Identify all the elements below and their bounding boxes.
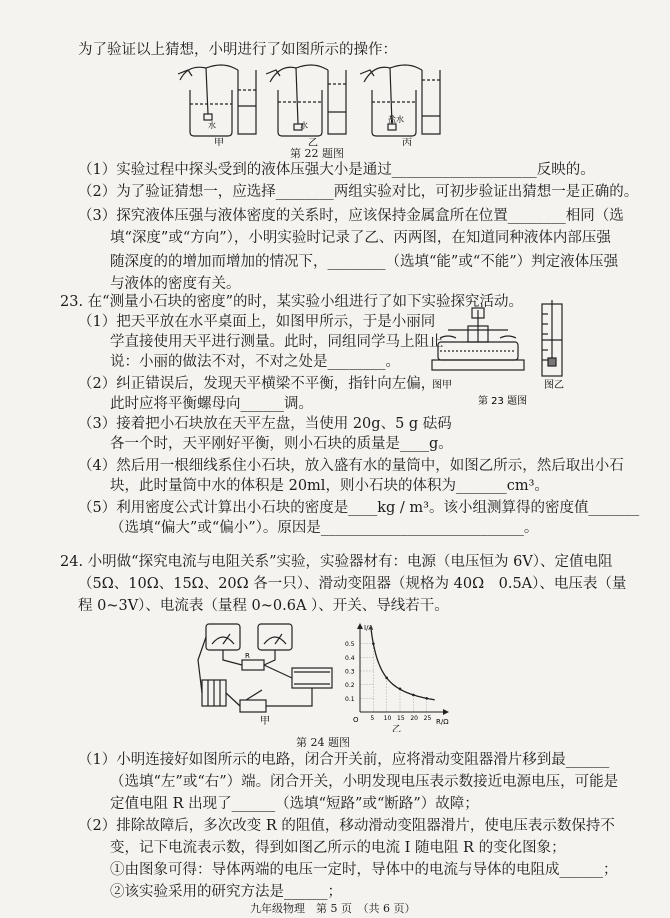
q23-line-11: （选填“偏大”或“偏小”）。原因是____________________________。	[110, 520, 539, 536]
graph-data-point	[412, 694, 415, 697]
fig22-label-yi: 乙	[308, 138, 318, 146]
graph-x-axis-label: R/Ω	[436, 718, 449, 726]
q23-line-8: （4）然后用一根细线系住小石块，放入盛有水的量筒中，如图乙所示，然后取出小石	[78, 458, 624, 474]
fig23-label-b: 图乙	[544, 380, 564, 391]
q22-line-1: （1）实验过程中探头受到的液体压强大小是通过____________________反映的。	[78, 162, 595, 178]
fig23-caption: 第 23 题图	[478, 396, 528, 407]
q22-line-6: 与液体的密度有关。	[110, 276, 241, 292]
graph-data-point	[399, 687, 402, 690]
q22-line-3: （3）探究液体压强与液体密度的关系时，应该保持金属盒所在位置________相同（选	[78, 208, 624, 224]
fig22-label-bing: 丙	[402, 138, 412, 146]
graph-y-axis-label: I/A	[364, 624, 374, 632]
q24-line-8: 变，记下电流表示数，得到如图乙所示的电流 I 随电阻 R 的变化图象；	[110, 840, 566, 856]
q24-line-1: 24. 小明做“探究电流与电阻关系”实验，实验器材有：电源（电压恒为 6V）、定值电阻	[60, 554, 613, 570]
fig24-label-a: 甲	[260, 716, 270, 727]
q23-line-3: 说：小丽的做法不对，不对之处是________。	[110, 354, 400, 370]
graph-y-tick-label: 0.5	[345, 641, 355, 649]
q22-line-5: 随深度的的增加而增加的情况下，________（选填“能”或“不能”）判定液体压强	[110, 254, 619, 270]
q24-line-10: ②该实验采用的研究方法是______；	[110, 884, 342, 900]
fig22-caption: 第 22 题图	[290, 147, 344, 160]
q24-line-3: 程 0~3V）、电流表（量程 0~0.6A ）、开关、导线若干。	[78, 598, 449, 614]
q23-line-7: 各一个时，天平刚好平衡，则小石块的质量是____g。	[110, 436, 453, 452]
graph-y-tick-label: 0.4	[345, 654, 355, 662]
svg-text:R: R	[245, 652, 250, 660]
graph-data-point	[385, 677, 388, 680]
graph-x-tick-label: 20	[410, 715, 418, 722]
q24-line-2: （5Ω、10Ω、15Ω、20Ω 各一只）、滑动变阻器（规格为 40Ω 0.5A）、电压表（量	[78, 576, 627, 592]
liquid-label-a: 水	[208, 121, 216, 130]
q24-line-4: （1）小明连接好如图所示的电路，闭合开关前，应将滑动变阻器滑片移到最______	[78, 752, 610, 768]
q23-heading: 23. 在“测量小石块的密度”的时，某实验小组进行了如下实验探究活动。	[60, 294, 523, 310]
fig24-label-b: 乙	[392, 725, 402, 732]
graph-x-tick-label: 15	[397, 715, 405, 722]
figure-23	[418, 300, 588, 410]
fig24-caption: 第 24 题图	[296, 736, 350, 749]
q23-line-1: （1）把天平放在水平桌面上，如图甲所示，于是小丽同	[78, 314, 436, 330]
graph-x-tick-label: 5	[370, 715, 375, 722]
q24-line-7: （2）排除故障后，多次改变 R 的阻值，移动滑动变阻器滑片，使电压表示数保持不	[78, 818, 615, 834]
q23-line-10: （5）利用密度公式计算出小石块的密度是____kg / m³。该小组测算得的密度值_______	[78, 500, 640, 516]
footer: 九年级物理 第 5 页 （共 6 页）	[250, 902, 416, 915]
fig23-label-a: 图甲	[432, 380, 452, 391]
figure-24-graph	[344, 620, 454, 732]
graph-data-point	[425, 697, 428, 700]
graph-origin: O	[353, 716, 359, 724]
q23-line-5: 此时应将平衡螺母向______调。	[110, 396, 313, 412]
liquid-label-c: 盐水	[388, 115, 404, 124]
graph-data-point	[372, 642, 375, 645]
figure-24-circuit	[196, 620, 336, 730]
q23-line-4: （2）纠正错误后，发现天平横梁不平衡，指针向左偏，	[78, 376, 436, 392]
figure-22	[178, 60, 448, 146]
q22-line-4: 填“深度”或“方向”），小明实验时记录了乙、丙两图，在知道同种液体内部压强	[110, 230, 611, 246]
q23-line-9: 块，此时量筒中水的体积是 20ml，则小石块的体积为_______cm³。	[110, 478, 549, 494]
fig22-label-jia: 甲	[214, 138, 224, 146]
current-resistance-curve	[371, 627, 435, 700]
graph-y-tick-label: 0.2	[345, 682, 355, 690]
graph-y-tick-label: 0.3	[345, 668, 355, 676]
q24-line-6: 定值电阻 R 出现了______（选填“短路”或“断路”）故障；	[110, 796, 479, 812]
graph-y-tick-label: 0.1	[345, 695, 355, 703]
q24-line-9: ①由图象可得：导体两端的电压一定时，导体中的电流与导体的电阻成______；	[110, 862, 618, 878]
graph-x-tick-label: 25	[423, 715, 432, 722]
graph-x-tick-label: 10	[383, 715, 392, 722]
intro-text: 为了验证以上猜想，小明进行了如图所示的操作：	[78, 42, 397, 58]
q23-line-6: （3）接着把小石块放在天平左盘，当使用 20g、5 g 砝码	[78, 416, 452, 432]
q24-line-5: （选填“左”或“右”）端。闭合开关，小明发现电压表示数接近电源电压，可能是	[110, 774, 619, 790]
liquid-label-b: 水	[300, 121, 308, 130]
q23-line-2: 学直接使用天平进行测量。此时，同组同学马上阻止	[110, 334, 444, 350]
q22-line-2: （2）为了验证猜想一，应选择________两组实验对比，可初步验证出猜想一是正确的。	[78, 184, 639, 200]
